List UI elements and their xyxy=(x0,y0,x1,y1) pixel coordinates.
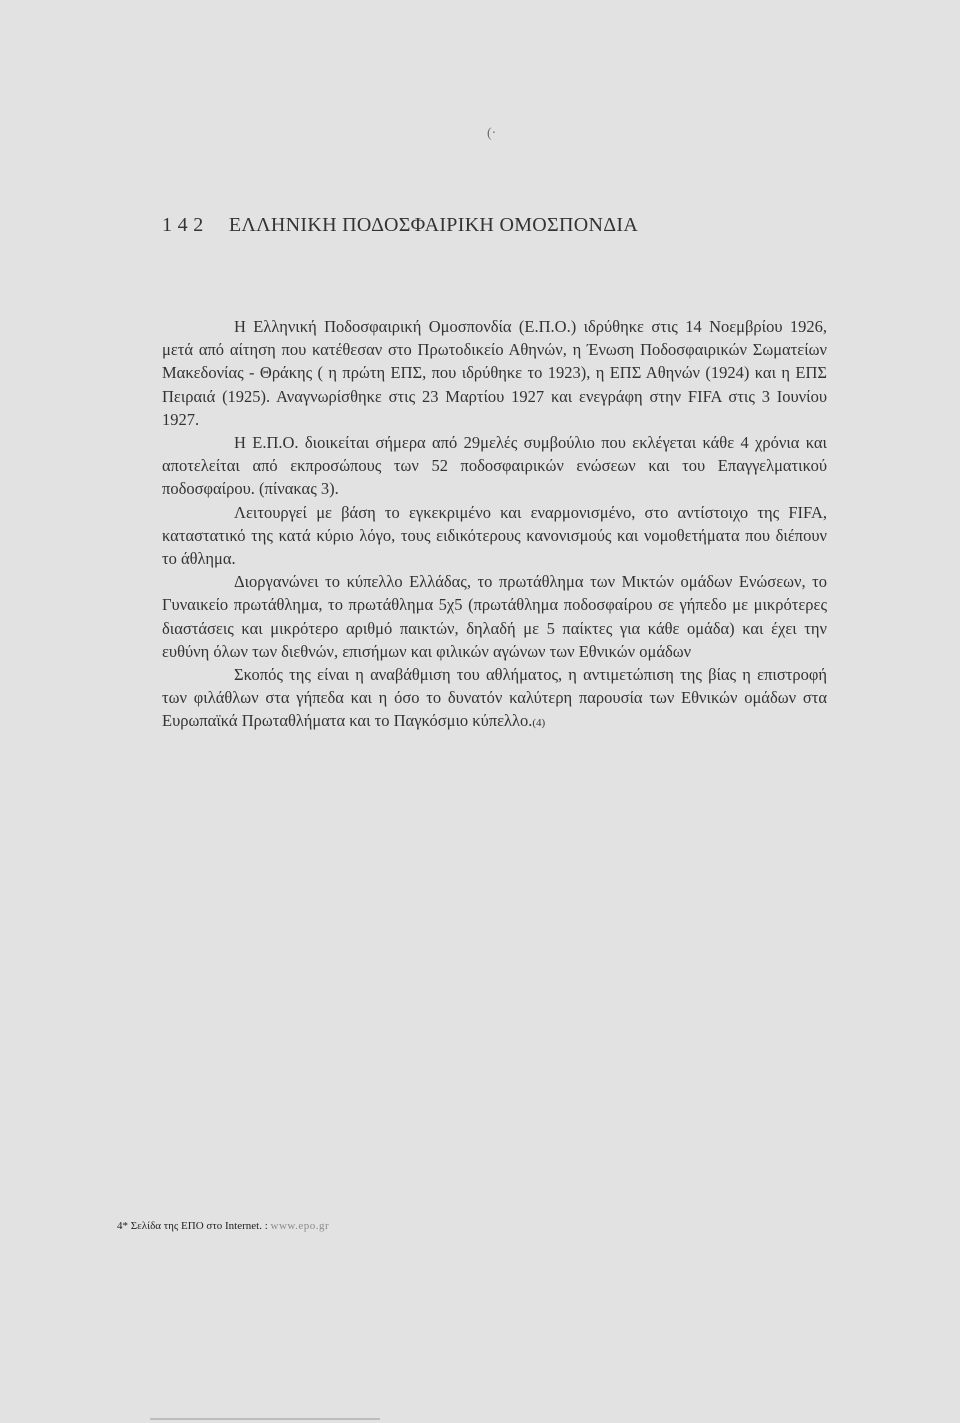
paragraph-4: Διοργανώνει το κύπελλο Ελλάδας, το πρωτάθλημα των Μικτών ομάδων Ενώσεων, το Γυναικείο πρωτάθλημα, το πρωτάθλημα 5χ5 (πρωτάθλημα ποδοσφαίρου σε γήπεδο με μικρότερες διαστάσεις και μικρότερο αριθμό παικτών, δηλαδή με 5 παίκτες για κάθε ομάδα) και έχει την ευθύνη όλων των διεθνών, επισήμων και φιλικών αγώνων των Εθνικών ομάδων xyxy=(162,572,827,661)
body-text xyxy=(162,315,827,736)
paragraph-5-text: Σκοπός της είναι η αναβάθμιση του αθλήματος, η αντιμετώπιση της βίας η επιστροφή των φιλάθλων στα γήπεδα και η όσο το δυνατόν καλύτερη παρουσία των Εθνικών ομάδων στα Ευρωπαϊκά Πρωταθλήματα και το Παγκόσμιο κύπελλο. xyxy=(162,665,827,731)
bottom-rule xyxy=(150,1418,380,1420)
page-header xyxy=(162,214,638,237)
paragraph-1: Η Ελληνική Ποδοσφαιρική Ομοσπονδία (Ε.Π.Ο.) ιδρύθηκε στις 14 Νοεμβρίου 1926, μετά από αίτηση που κατέθεσαν στο Πρωτοδικείο Αθηνών, η Ένωση Ποδοσφαιρικών Σωματείων Μακεδονίας - Θράκης ( η πρώτη ΕΠΣ, που ιδρύθηκε το 1923), η ΕΠΣ Αθηνών (1924) και η ΕΠΣ Πειραιά (1925). Αναγνωρίσθηκε στις 23 Μαρτίου 1927 και ενεγράφη στην FIFA στις 3 Ιουνίου 1927. xyxy=(162,317,827,429)
page-title: ΕΛΛΗΝΙΚΗ ΠΟΔΟΣΦΑΙΡΙΚΗ ΟΜΟΣΠΟΝΔΙΑ xyxy=(228,214,639,236)
paragraph-5 xyxy=(162,663,827,736)
footnote-reference: (4) xyxy=(532,717,546,730)
footnote xyxy=(117,1220,329,1232)
footnote-text: 4* Σελίδα της ΕΠΟ στο Internet. : xyxy=(117,1220,268,1232)
footnote-url: www.epo.gr xyxy=(270,1220,330,1232)
page-number: 1 4 2 xyxy=(162,214,204,236)
scan-speck: (· xyxy=(487,126,497,141)
paragraph-2: Η Ε.Π.Ο. διοικείται σήμερα από 29μελές συμβούλιο που εκλέγεται κάθε 4 χρόνια και αποτελείται από εκπροσώπους των 52 ποδοσφαιρικών ενώσεων και του Επαγγελματικού ποδοσφαίρου. (πίνακας 3). xyxy=(162,433,827,499)
paragraph-3: Λειτουργεί με βάση το εγκεκριμένο και εναρμονισμένο, στο αντίστοιχο της FIFA, καταστατικό της κατά κύριο λόγο, τους ειδικότερους κανονισμούς και νομοθετήματα που διέπουν το άθλημα. xyxy=(162,502,827,569)
